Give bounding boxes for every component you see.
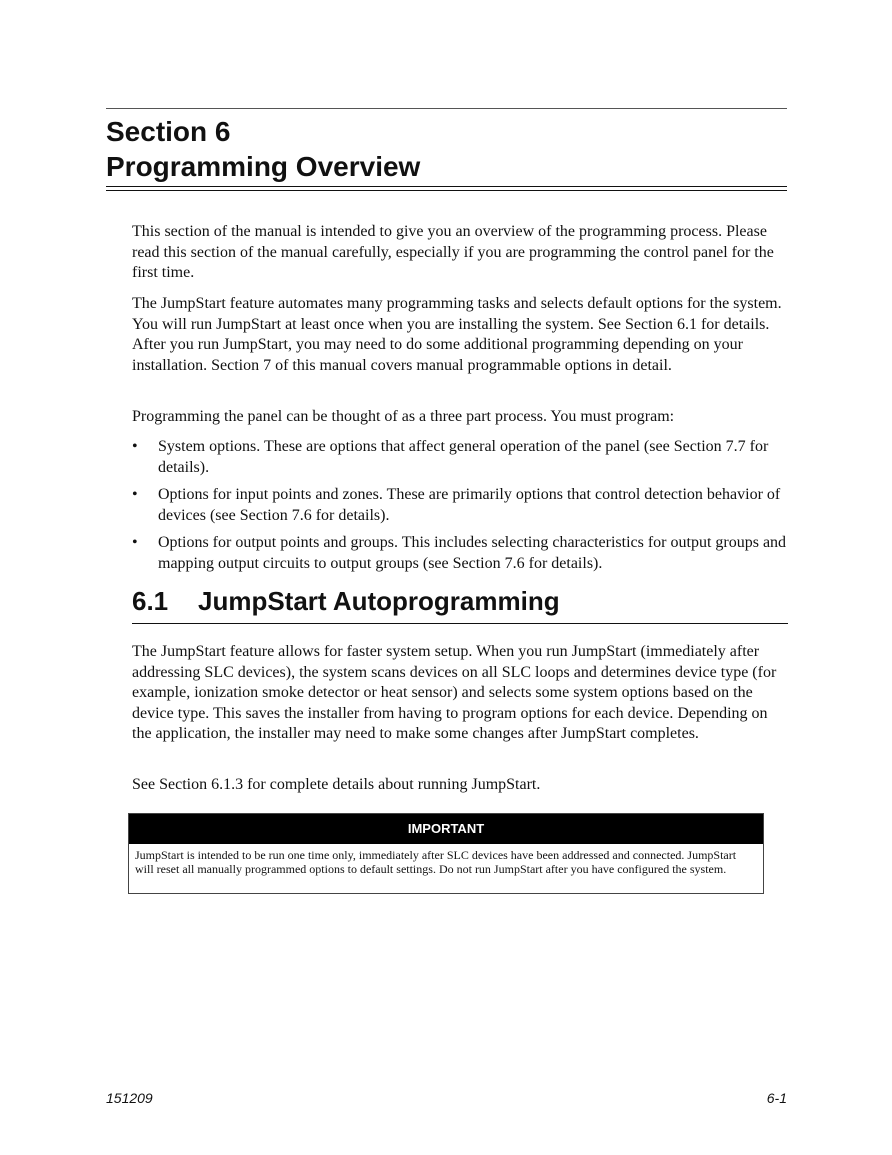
bullet-icon: • (132, 438, 138, 455)
title-double-rule (106, 186, 787, 191)
jumpstart-overview-paragraph: The JumpStart feature automates many programming tasks and selects default options for the system. You will run JumpStart at least once when you are installing the system. See Section 6.1 for details. After you run JumpStart, you may need to do some additional programming depending on your installation. Section 7 of this manual covers manual programmable options in detail. (132, 295, 782, 374)
intro-paragraph: This section of the manual is intended to give you an overview of the programming process. Please read this section of the manual carefully, especially if you are programming the control panel for the first time. (132, 223, 774, 282)
subsection-number: 6.1 (132, 586, 169, 616)
page-title (106, 114, 787, 184)
subsection-heading (132, 584, 788, 624)
bullet-icon: • (132, 486, 138, 504)
subsection-title: JumpStart Autoprogramming (198, 586, 560, 616)
list-item-text: System options. These are options that affect general operation of the panel (see Section 7.7 for details). (158, 438, 769, 476)
list-item (132, 533, 788, 574)
important-notice (128, 813, 764, 894)
list-item-text: Options for input points and zones. These are primarily options that control detection behavior of devices (see Section 7.6 for details). (158, 486, 781, 524)
important-text: JumpStart is intended to be run one time only, immediately after SLC devices have been addressed and connected. JumpStart will reset all manually programmed options to default settings. Do not run JumpStart after you have configured the system. (135, 848, 737, 876)
bullet-icon: • (132, 534, 138, 552)
list-item (132, 485, 788, 526)
section-label: Section 6 (106, 116, 231, 147)
list-item (132, 437, 788, 478)
page-number: 6-1 (766, 1090, 787, 1106)
jumpstart-description-paragraph: The JumpStart feature allows for faster system setup. When you run JumpStart (immediately after addressing SLC devices), the system scans devices on all SLC loops and determines device type (for example, ionization smoke detector or heat sensor) and selects some system options based on the device type. This saves the installer from having to program options for each device. Depending on the application, the installer may need to make some changes after JumpStart completes. (132, 643, 777, 743)
important-header: IMPORTANT (129, 814, 763, 844)
list-item-text: Options for output points and groups. This includes selecting characteristics for output groups and mapping output circuits to output groups (see Section 7.6 for details). (158, 534, 787, 572)
programming-parts-list (132, 437, 788, 582)
see-section-paragraph: See Section 6.1.3 for complete details about running JumpStart. (132, 776, 541, 793)
three-part-paragraph: Programming the panel can be thought of as a three part process. You must program: (132, 408, 675, 425)
top-rule (106, 108, 787, 109)
document-number: 151209 (106, 1090, 153, 1106)
section-title: Programming Overview (106, 151, 421, 182)
